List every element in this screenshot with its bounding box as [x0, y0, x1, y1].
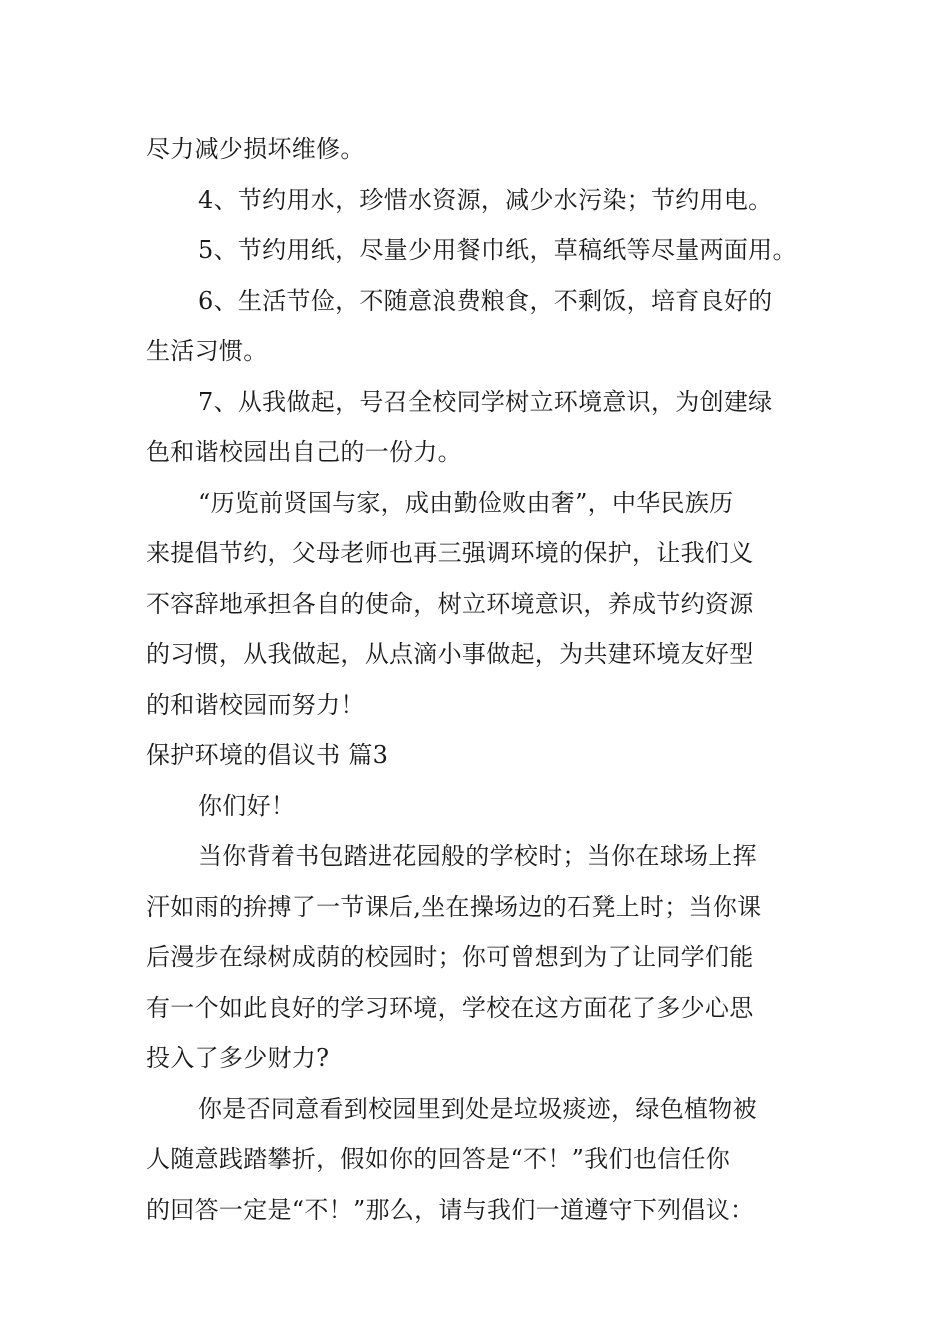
text-line: 尽力减少损坏维修。	[146, 135, 365, 163]
text-line: 汗如雨的拚搏了一节课后,坐在操场边的石凳上时；当你课	[146, 892, 762, 921]
text-line: 人随意践踏攀折，假如你的回答是“不！”我们也信任你	[146, 1145, 731, 1173]
text-line: 4、节约用水，珍惜水资源，减少水污染；节约用电。	[198, 185, 773, 214]
text-line: 6、生活节俭，不随意浪费粮食，不剩饭，培育良好的	[198, 286, 773, 315]
text-line: 的和谐校园而努力！	[146, 690, 365, 719]
text-line: 后漫步在绿树成荫的校园时；你可曾想到为了让同学们能	[146, 943, 754, 971]
text-line: 投入了多少财力?	[146, 1044, 330, 1072]
text-line: 7、从我做起，号召全校同学树立环境意识，为创建绿	[198, 387, 773, 416]
text-line: 当你背着书包踏进花园般的学校时；当你在球场上挥	[198, 842, 757, 870]
text-line: 5、节约用纸，尽量少用餐巾纸，草稿纸等尽量两面用。	[198, 236, 797, 264]
text-line: 你们好！	[198, 791, 296, 820]
text-line: 你是否同意看到校园里到处是垃圾痰迹，绿色植物被	[198, 1094, 757, 1123]
text-line: 的习惯，从我做起，从点滴小事做起，为共建环境友好型	[146, 640, 754, 668]
section-heading: 保护环境的倡议书 篇3	[146, 741, 389, 769]
document-body	[146, 124, 806, 1235]
text-line: 生活习惯。	[146, 337, 268, 365]
text-line: “历览前贤国与家，成由勤俭败由奢”，中华民族历	[198, 488, 734, 517]
text-line: 不容辞地承担各自的使命，树立环境意识，养成节约资源	[146, 589, 754, 618]
text-line: 色和谐校园出自己的一份力。	[146, 438, 462, 466]
text-line: 的回答一定是“不！”那么，请与我们一道遵守下列倡议：	[146, 1195, 755, 1224]
text-line: 有一个如此良好的学习环境，学校在这方面花了多少心思	[146, 993, 754, 1022]
text-line: 来提倡节约，父母老师也再三强调环境的保护，让我们义	[146, 539, 754, 567]
